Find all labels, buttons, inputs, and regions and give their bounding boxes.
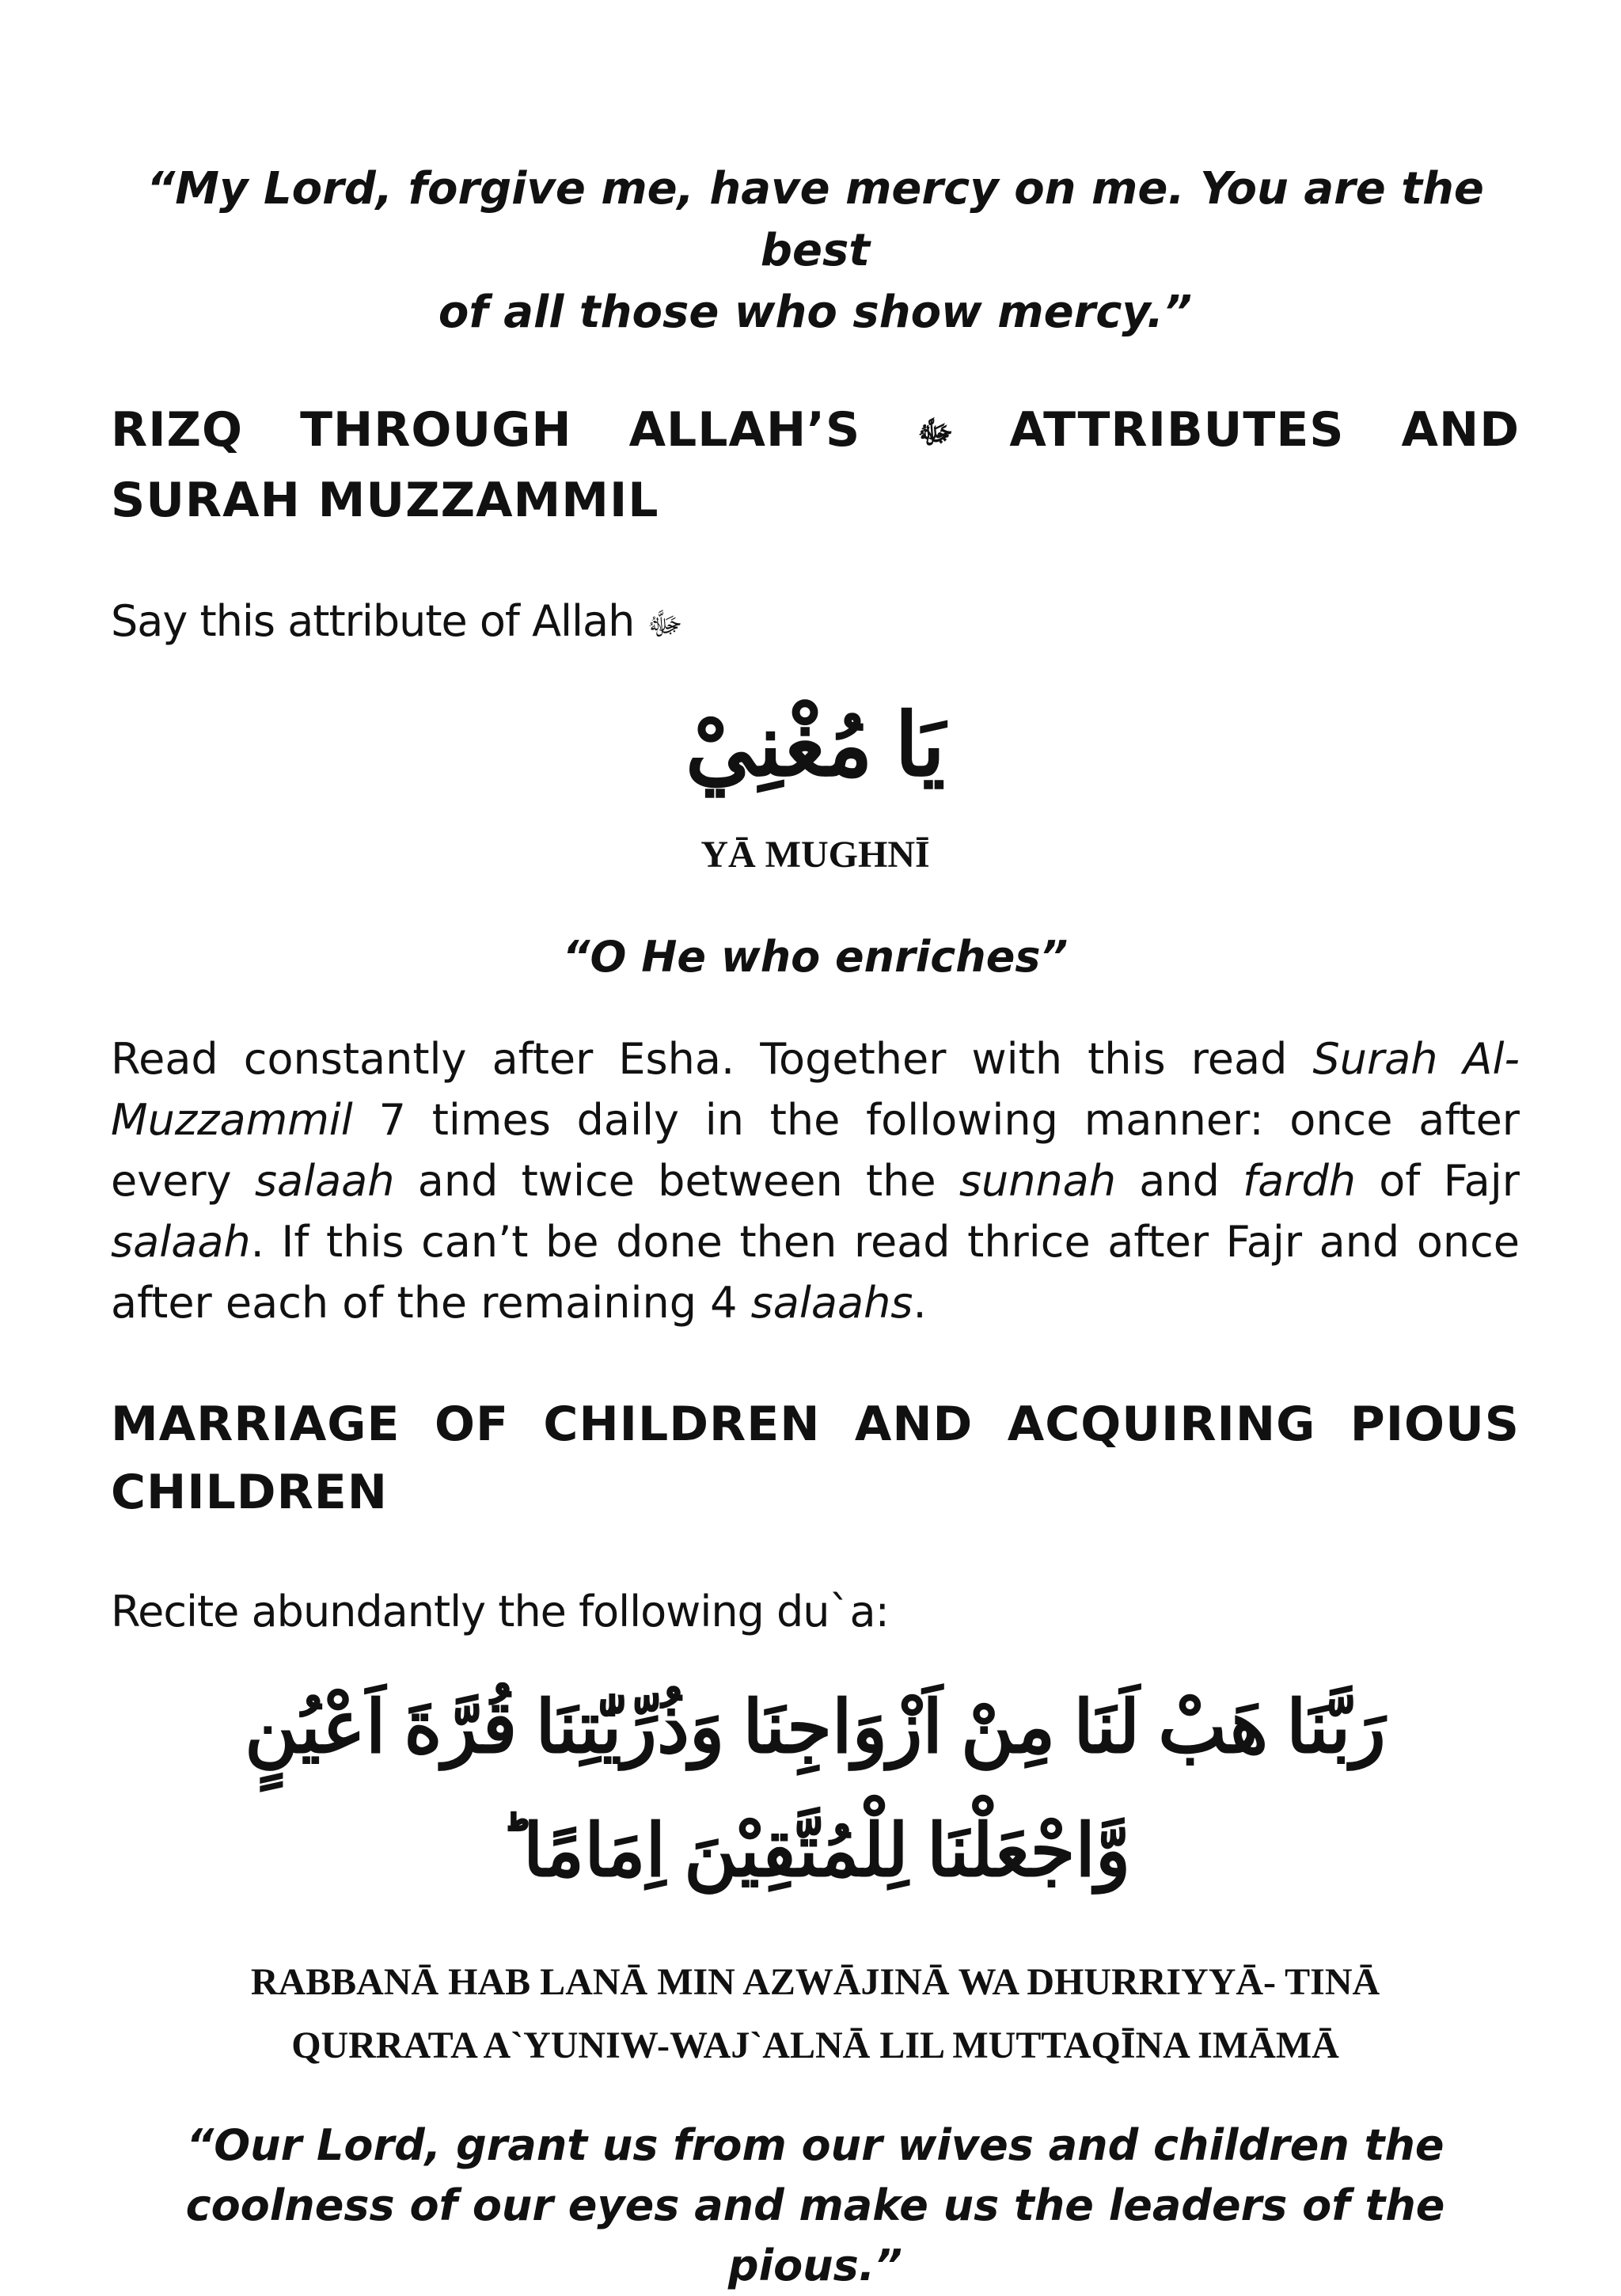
dua-transliteration-line-2: QURRATA A`YUNIW-WAJ`ALNĀ LIL MUTTAQĪNA IMĀMĀ [291,2024,1339,2066]
instructions-text-5: of Fajr [1355,1155,1520,1206]
opening-quote-line-1: “My Lord, forgive me, have mercy on me. You are the best [146,163,1484,276]
dua-transliteration [111,1951,1520,2077]
instructions-text-7: . [913,1277,927,1328]
section-marriage-heading: MARRIAGE OF CHILDREN AND ACQUIRING PIOUS CHILDREN [111,1396,1520,1520]
meaning-ya-mughni: “O He who enriches” [562,931,1069,982]
document-page [111,158,1520,2296]
dua-transliteration-line-1: RABBANĀ HAB LANĀ MIN AZWĀJINĀ WA DHURRIYYĀ- TINĀ [250,1960,1380,2003]
section-rizq-heading-part-1: RIZQ THROUGH ALLAH’S [111,402,861,458]
arabic-dua-line-1: رَبَّنَا هَبْ لَنَا مِنْ اَزْوَاجِنَا وَذُرِّيّٰتِنَا قُرَّةَ اَعْيُنٍ [245,1686,1386,1768]
instructions-text-6: . If this can’t be done then read thrice after Fajr and once after each of the remaining 4 [111,1216,1520,1328]
instructions-italic-fardh: fardh [1243,1155,1356,1206]
opening-quote-line-2: of all those who show mercy.” [438,287,1193,338]
arabic-dua [111,1666,1520,1913]
section-rizq-heading [111,396,1520,534]
instructions-italic-surah: Surah Al-Muzzammil [111,1033,1520,1145]
dua-intro: Recite abundantly the following du`a: [111,1586,889,1636]
honorific-glyph: ﷻ [917,414,954,451]
attribute-intro-text: Say this attribute of Allah [111,596,635,647]
dua-meaning [111,2115,1520,2296]
instructions-text-4: and [1116,1155,1243,1206]
instructions-italic-salaah-2: salaah [111,1216,251,1267]
attribute-intro [111,591,1520,654]
attribute-intro-honorific: ﷻ [647,606,683,643]
section-rizq-heading-part-2: ATTRIBUTES AND SURAH MUZZAMMIL [111,402,1520,529]
instructions-paragraph [111,1028,1520,1333]
transliteration-ya-mughni: YĀ MUGHNĪ [700,833,930,876]
dua-meaning-line-1: “Our Lord, grant us from our wives and children the [186,2119,1444,2170]
instructions-text-1: Read constantly after Esha. Together with this read [111,1033,1313,1084]
opening-quote [111,158,1520,344]
dua-meaning-line-2: coolness of our eyes and make us the leaders of the pious.” [185,2180,1445,2290]
instructions-italic-salaah: salaah [254,1155,395,1206]
instructions-italic-sunnah: sunnah [959,1155,1116,1206]
instructions-text-3: and twice between the [394,1155,959,1206]
instructions-italic-salaahs: salaahs [750,1277,913,1328]
arabic-dua-line-2: وَّاجْعَلْنَا لِلْمُتَّقِيْنَ اِمَامًا ؕ [499,1810,1131,1891]
instructions-text-2: 7 times daily in the following manner: once after every [111,1094,1520,1206]
arabic-ya-mughni: يَا مُغْنِيْ [685,697,946,794]
